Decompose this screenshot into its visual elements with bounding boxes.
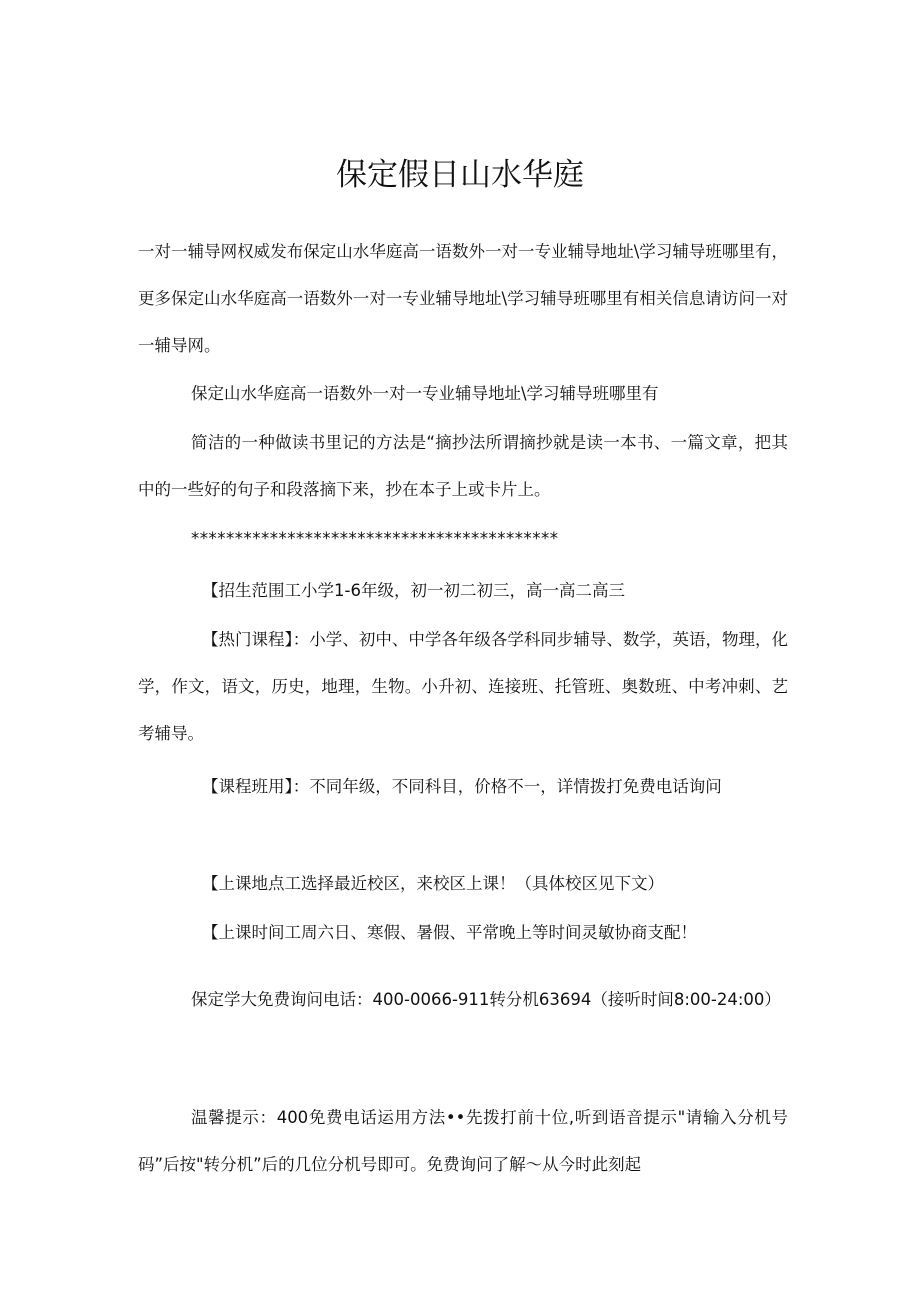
course-fees-paragraph: 【课程班用】：不同年级，不同科目，价格不一，详情拨打免费电话询问 xyxy=(202,777,722,796)
excerpt-paragraph: 简洁的一种做读书里记的方法是“摘抄法所谓摘抄就是读一本书、一篇文章，把其中的一些好的句子和段落摘下来，抄在本子上或卡片上。 xyxy=(138,433,788,499)
tip-paragraph: 温馨提示：400免费电话运用方法••先拨打前十位,听到语音提示"请输入分机号码”后按"转分机”后的几位分机号即可。免费询问了解～从今时此刻起 xyxy=(138,1108,788,1174)
location-line: 【上课地点工选择最近校区，来校区上课！（具体校区见下文） xyxy=(202,874,664,893)
intro-paragraph: 一对一辅导网权威发布保定山水华庭高一语数外一对一专业辅导地址\学习辅导班哪里有，更多保定山水华庭高一语数外一对一专业辅导地址\学习辅导班哪里有相关信息请访问一对一辅导网。 xyxy=(138,242,788,355)
schedule-line: 【上课时间工周六日、寒假、暑假、平常晚上等时间灵敏协商支配！ xyxy=(202,923,697,942)
hot-courses-paragraph: 【热门课程】：小学、初中、中学各年级各学科同步辅导、数学，英语，物理，化学，作文，语文，历史，地理，生物。小升初、连接班、托管班、奥数班、中考冲刺、艺考辅导。 xyxy=(138,630,788,743)
divider-line: ****************************************** xyxy=(191,529,559,548)
subheading-line: 保定山水华庭高一语数外一对一专业辅导地址\学习辅导班哪里有 xyxy=(191,384,659,403)
document-title: 保定假日山水华庭 xyxy=(336,157,584,193)
phone-info-paragraph: 保定学大免费询问电话：400-0066-911转分机63694（接听时间8:00-24:00） xyxy=(191,990,781,1009)
enrollment-line: 【招生范围工小学1-6年级，初一初二初三，高一高二高三 xyxy=(202,581,625,600)
